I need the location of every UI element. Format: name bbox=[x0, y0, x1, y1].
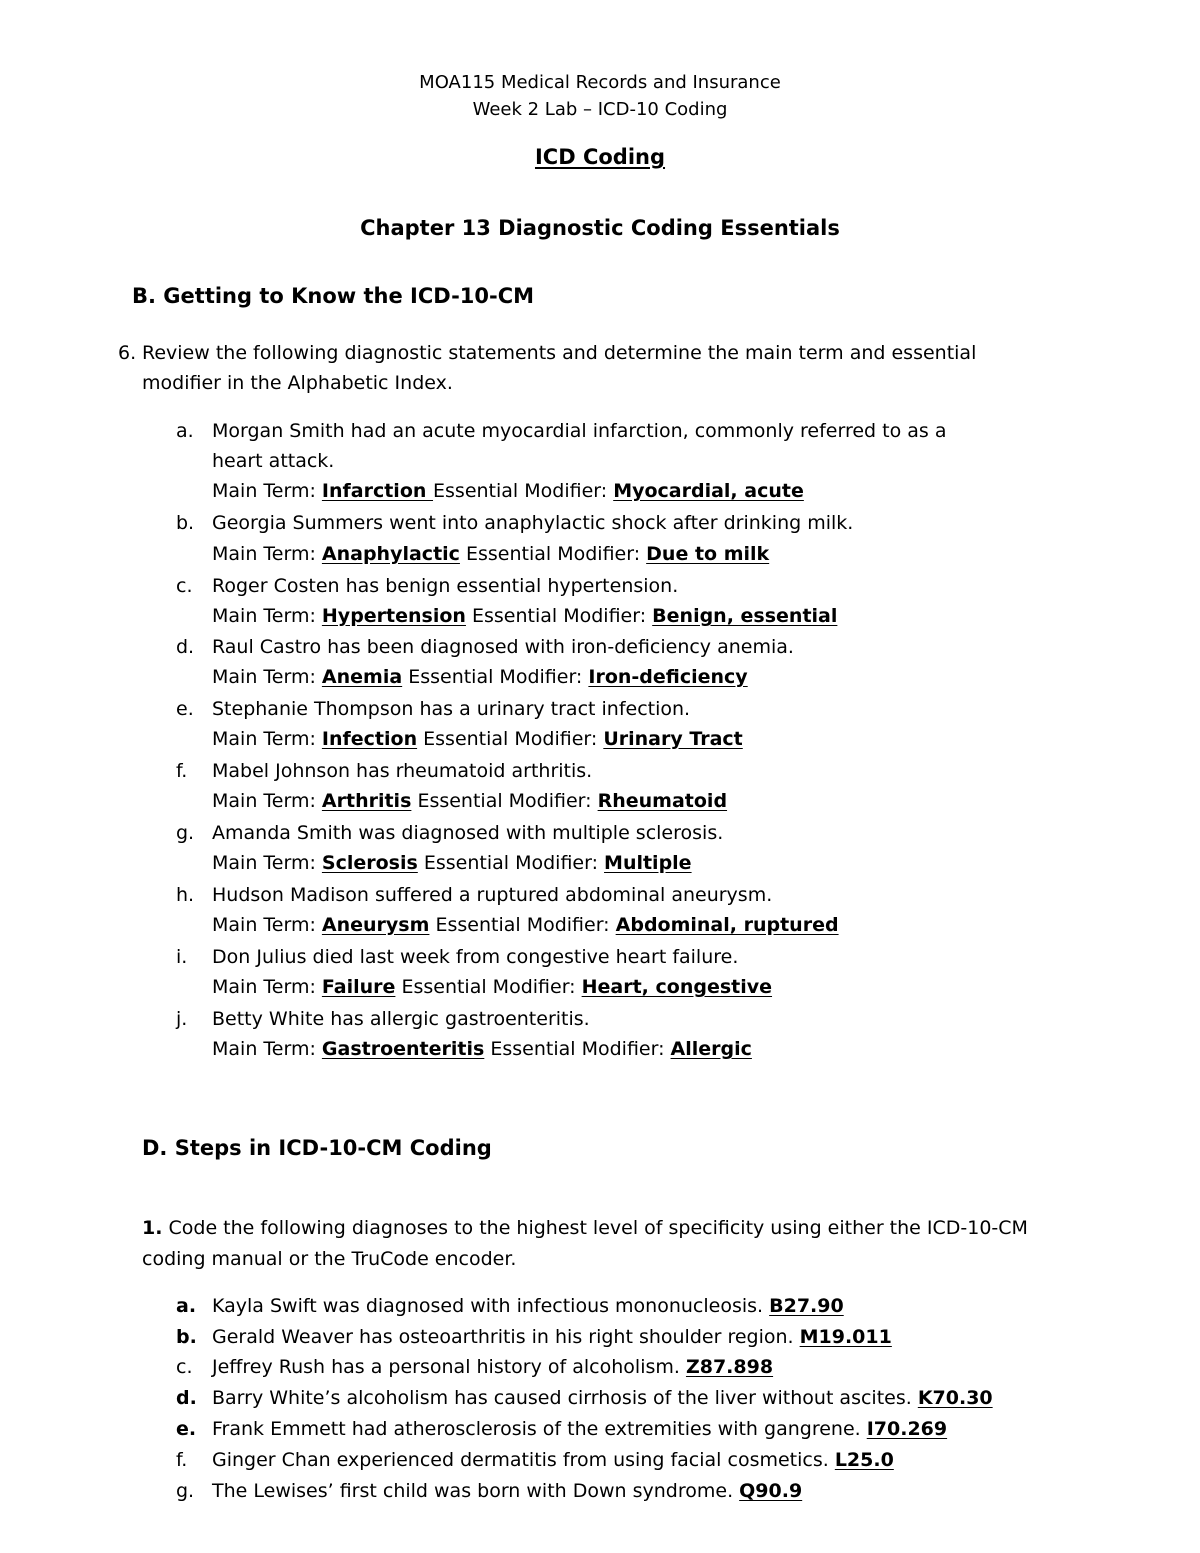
item-answer bbox=[212, 914, 839, 936]
item-letter: f. bbox=[176, 1449, 188, 1471]
modifier-label: Essential Modifier: bbox=[435, 914, 610, 936]
item-statement: Georgia Summers went into anaphylactic shock after drinking milk. bbox=[212, 512, 854, 534]
main-term-answer: Arthritis bbox=[321, 790, 412, 812]
modifier-answer: Rheumatoid bbox=[597, 790, 728, 812]
main-term-label: Main Term: bbox=[212, 605, 316, 627]
item-answer bbox=[212, 480, 804, 502]
main-term-answer: Failure bbox=[321, 976, 396, 998]
item-letter: c. bbox=[176, 1356, 193, 1378]
item-statement: Betty White has allergic gastroenteritis. bbox=[212, 1008, 590, 1030]
diagnosis-item bbox=[212, 1356, 773, 1378]
icd-code-answer: Z87.898 bbox=[685, 1356, 774, 1378]
item-answer bbox=[212, 666, 748, 688]
diagnosis-text: Barry White’s alcoholism has caused cirrhosis of the liver without ascites. bbox=[212, 1387, 918, 1409]
modifier-label: Essential Modifier: bbox=[490, 1038, 665, 1060]
question-1-line2: coding manual or the TruCode encoder. bbox=[142, 1248, 517, 1270]
main-term-answer: Sclerosis bbox=[321, 852, 418, 874]
lab-title: Week 2 Lab – ICD-10 Coding bbox=[472, 99, 728, 120]
question-6-line2: modifier in the Alphabetic Index. bbox=[142, 372, 453, 394]
course-title: MOA115 Medical Records and Insurance bbox=[419, 72, 781, 93]
item-letter: b. bbox=[176, 512, 195, 534]
main-term-label: Main Term: bbox=[212, 543, 316, 565]
item-statement: Raul Castro has been diagnosed with iron-deficiency anemia. bbox=[212, 636, 794, 658]
main-term-label: Main Term: bbox=[212, 852, 316, 874]
item-statement: Roger Costen has benign essential hypertension. bbox=[212, 575, 679, 597]
item-letter: i. bbox=[176, 946, 188, 968]
modifier-answer: Abdominal, ruptured bbox=[615, 914, 839, 936]
item-letter: c. bbox=[176, 575, 193, 597]
diagnosis-item bbox=[212, 1418, 947, 1440]
diagnosis-item bbox=[212, 1295, 844, 1317]
section-d-heading: D. Steps in ICD-10-CM Coding bbox=[142, 1136, 492, 1160]
icd-code-answer: Q90.9 bbox=[739, 1480, 803, 1502]
diagnosis-text: Gerald Weaver has osteoarthritis in his right shoulder region. bbox=[212, 1326, 800, 1348]
icd-code-answer: M19.011 bbox=[799, 1326, 892, 1348]
question-1-text: Code the following diagnoses to the highest level of specificity using either the ICD-10-CM bbox=[168, 1217, 1028, 1239]
item-answer bbox=[212, 543, 769, 565]
modifier-answer: Iron-deficiency bbox=[588, 666, 748, 688]
diagnosis-item bbox=[212, 1387, 993, 1409]
item-answer bbox=[212, 728, 743, 750]
item-statement: Hudson Madison suffered a ruptured abdominal aneurysm. bbox=[212, 884, 773, 906]
item-letter: h. bbox=[176, 884, 195, 906]
main-term-answer: Aneurysm bbox=[321, 914, 430, 936]
main-term-answer: Infection bbox=[321, 728, 418, 750]
modifier-label: Essential Modifier: bbox=[417, 790, 592, 812]
diagnosis-text: The Lewises’ first child was born with Down syndrome. bbox=[212, 1480, 740, 1502]
item-letter: j. bbox=[176, 1008, 188, 1030]
item-letter: e. bbox=[176, 698, 194, 720]
item-answer bbox=[212, 852, 692, 874]
main-term-label: Main Term: bbox=[212, 480, 316, 502]
question-6-number: 6. bbox=[118, 342, 137, 364]
item-letter: a. bbox=[176, 1295, 197, 1317]
question-1-line1 bbox=[142, 1217, 1028, 1239]
modifier-answer: Urinary Tract bbox=[603, 728, 743, 750]
diagnosis-text: Kayla Swift was diagnosed with infectious mononucleosis. bbox=[212, 1295, 770, 1317]
main-term-label: Main Term: bbox=[212, 914, 316, 936]
modifier-answer: Heart, congestive bbox=[581, 976, 773, 998]
item-letter: e. bbox=[176, 1418, 197, 1440]
main-term-answer: Infarction bbox=[321, 480, 434, 502]
item-statement-cont: heart attack. bbox=[212, 450, 335, 472]
diagnosis-text: Ginger Chan experienced dermatitis from using facial cosmetics. bbox=[212, 1449, 835, 1471]
icd-code-answer: K70.30 bbox=[917, 1387, 993, 1409]
modifier-label: Essential Modifier: bbox=[423, 728, 598, 750]
main-term-answer: Gastroenteritis bbox=[321, 1038, 485, 1060]
item-statement: Don Julius died last week from congestive heart failure. bbox=[212, 946, 739, 968]
item-answer bbox=[212, 976, 772, 998]
main-term-answer: Hypertension bbox=[321, 605, 466, 627]
main-term-label: Main Term: bbox=[212, 1038, 316, 1060]
icd-code-answer: L25.0 bbox=[834, 1449, 894, 1471]
icd-code-answer: I70.269 bbox=[866, 1418, 948, 1440]
main-term-label: Main Term: bbox=[212, 728, 316, 750]
modifier-answer: Allergic bbox=[670, 1038, 752, 1060]
modifier-label: Essential Modifier: bbox=[472, 605, 647, 627]
icd-code-answer: B27.90 bbox=[769, 1295, 844, 1317]
item-statement: Morgan Smith had an acute myocardial infarction, commonly referred to as a bbox=[212, 420, 947, 442]
diagnosis-item bbox=[212, 1326, 892, 1348]
modifier-label: Essential Modifier: bbox=[401, 976, 576, 998]
main-term-label: Main Term: bbox=[212, 666, 316, 688]
item-letter: a. bbox=[176, 420, 194, 442]
modifier-answer: Multiple bbox=[604, 852, 692, 874]
diagnosis-item bbox=[212, 1480, 802, 1502]
main-term-answer: Anaphylactic bbox=[321, 543, 460, 565]
question-1-number: 1. bbox=[142, 1217, 163, 1239]
main-term-label: Main Term: bbox=[212, 976, 316, 998]
item-statement: Mabel Johnson has rheumatoid arthritis. bbox=[212, 760, 593, 782]
modifier-label: Essential Modifier: bbox=[433, 480, 608, 502]
item-letter: b. bbox=[176, 1326, 197, 1348]
item-letter: g. bbox=[176, 822, 195, 844]
modifier-label: Essential Modifier: bbox=[423, 852, 598, 874]
modifier-label: Essential Modifier: bbox=[465, 543, 641, 565]
item-answer bbox=[212, 605, 837, 627]
question-6-line1: Review the following diagnostic statements and determine the main term and essential bbox=[142, 342, 977, 364]
item-letter: g. bbox=[176, 1480, 195, 1502]
item-statement: Stephanie Thompson has a urinary tract infection. bbox=[212, 698, 691, 720]
modifier-label: Essential Modifier: bbox=[408, 666, 583, 688]
item-answer bbox=[212, 790, 727, 812]
item-letter: f. bbox=[176, 760, 188, 782]
modifier-answer: Myocardial, acute bbox=[613, 480, 804, 502]
main-term-label: Main Term: bbox=[212, 790, 316, 812]
diagnosis-item bbox=[212, 1449, 894, 1471]
diagnosis-text: Jeffrey Rush has a personal history of alcoholism. bbox=[212, 1356, 686, 1378]
item-answer bbox=[212, 1038, 752, 1060]
diagnosis-text: Frank Emmett had atherosclerosis of the extremities with gangrene. bbox=[212, 1418, 867, 1440]
item-letter: d. bbox=[176, 636, 195, 658]
item-letter: d. bbox=[176, 1387, 197, 1409]
page-title bbox=[0, 145, 1200, 169]
modifier-answer: Benign, essential bbox=[652, 605, 838, 627]
page-title-text: ICD Coding bbox=[534, 145, 666, 169]
chapter-heading: Chapter 13 Diagnostic Coding Essentials bbox=[360, 216, 840, 240]
section-b-heading: B. Getting to Know the ICD-10-CM bbox=[132, 284, 535, 308]
modifier-answer: Due to milk bbox=[646, 543, 770, 565]
main-term-answer: Anemia bbox=[321, 666, 403, 688]
item-statement: Amanda Smith was diagnosed with multiple sclerosis. bbox=[212, 822, 724, 844]
